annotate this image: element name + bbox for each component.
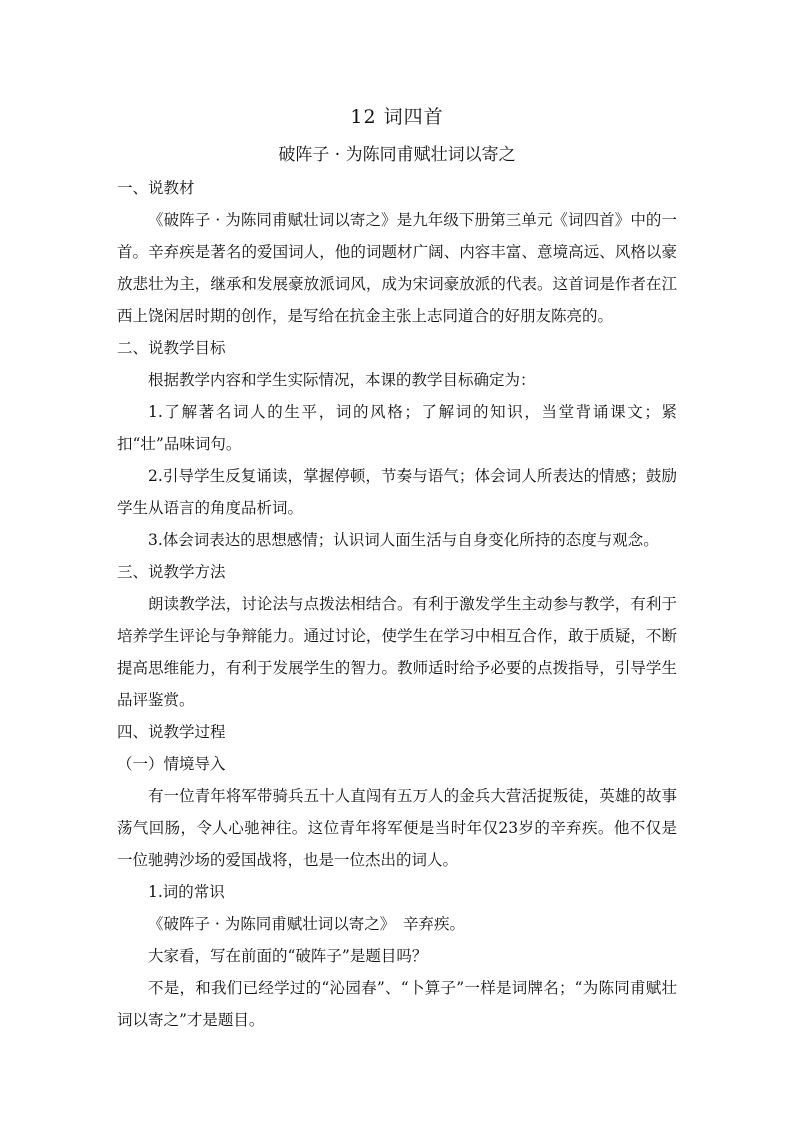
section-heading-textbook: 一、说教材 xyxy=(117,179,195,197)
paragraph-goal-1: 1.了解著名词人的生平，词的风格；了解词的知识，当堂背诵课文；紧扣“壮”品味词句。 xyxy=(117,403,677,453)
paragraph-ci-knowledge: 1.词的常识 xyxy=(148,883,225,901)
paragraph-answer: 不是，和我们已经学过的“沁园春”、“卜算子”一样是词牌名；“为陈同甫赋壮词以寄之”才是题目。 xyxy=(117,979,677,1029)
document-page xyxy=(117,100,677,1036)
paragraph-intro-story: 有一位青年将军带骑兵五十人直闯有五万人的金兵大营活捉叛徒，英雄的故事荡气回肠，令人心驰神往。这位青年将军便是当时年仅23岁的辛弃疾。他不仅是一位驰骋沙场的爱国战将，也是一位杰出的词人。 xyxy=(117,787,677,869)
section-heading-methods: 三、说教学方法 xyxy=(117,563,226,581)
document-title: 12 词四首 xyxy=(350,106,444,128)
paragraph-goals-intro: 根据教学内容和学生实际情况，本课的教学目标确定为： xyxy=(148,371,536,389)
section-heading-process: 四、说教学过程 xyxy=(117,723,226,741)
paragraph-textbook: 《破阵子 · 为陈同甫赋壮词以寄之》是九年级下册第三单元《词四首》中的一首。辛弃疾是著名的爱国词人，他的词题材广阔、内容丰富、意境高远、风格以豪放悲壮为主，继承和发展豪放派词风，成为宋词豪放派的代表。这首词是作者在江西上饶闲居时期的创作，是写给在抗金主张上志同道合的好朋友陈亮的。 xyxy=(117,211,677,325)
paragraph-goal-3: 3.体会词表达的思想感情；认识词人面生活与自身变化所持的态度与观念。 xyxy=(148,531,659,549)
paragraph-question: 大家看，写在前面的“破阵子”是题目吗？ xyxy=(148,947,428,965)
paragraph-poem-title: 《破阵子 · 为陈同甫赋壮词以寄之》 辛弃疾。 xyxy=(148,915,466,933)
subsection-heading-intro: （一）情境导入 xyxy=(117,755,226,773)
paragraph-methods: 朗读教学法，讨论法与点拨法相结合。有利于激发学生主动参与教学，有利于培养学生评论与争辩能力。通过讨论，使学生在学习中相互合作，敢于质疑，不断提高思维能力，有利于发展学生的智力。教师适时给予必要的点拨指导，引导学生品评鉴赏。 xyxy=(117,595,677,709)
paragraph-goal-2: 2.引导学生反复诵读，掌握停顿，节奏与语气；体会词人所表达的情感；鼓励学生从语言的角度品析词。 xyxy=(117,467,677,517)
document-subtitle: 破阵子 · 为陈同甫赋壮词以寄之 xyxy=(278,145,516,165)
section-heading-goals: 二、说教学目标 xyxy=(117,339,226,357)
